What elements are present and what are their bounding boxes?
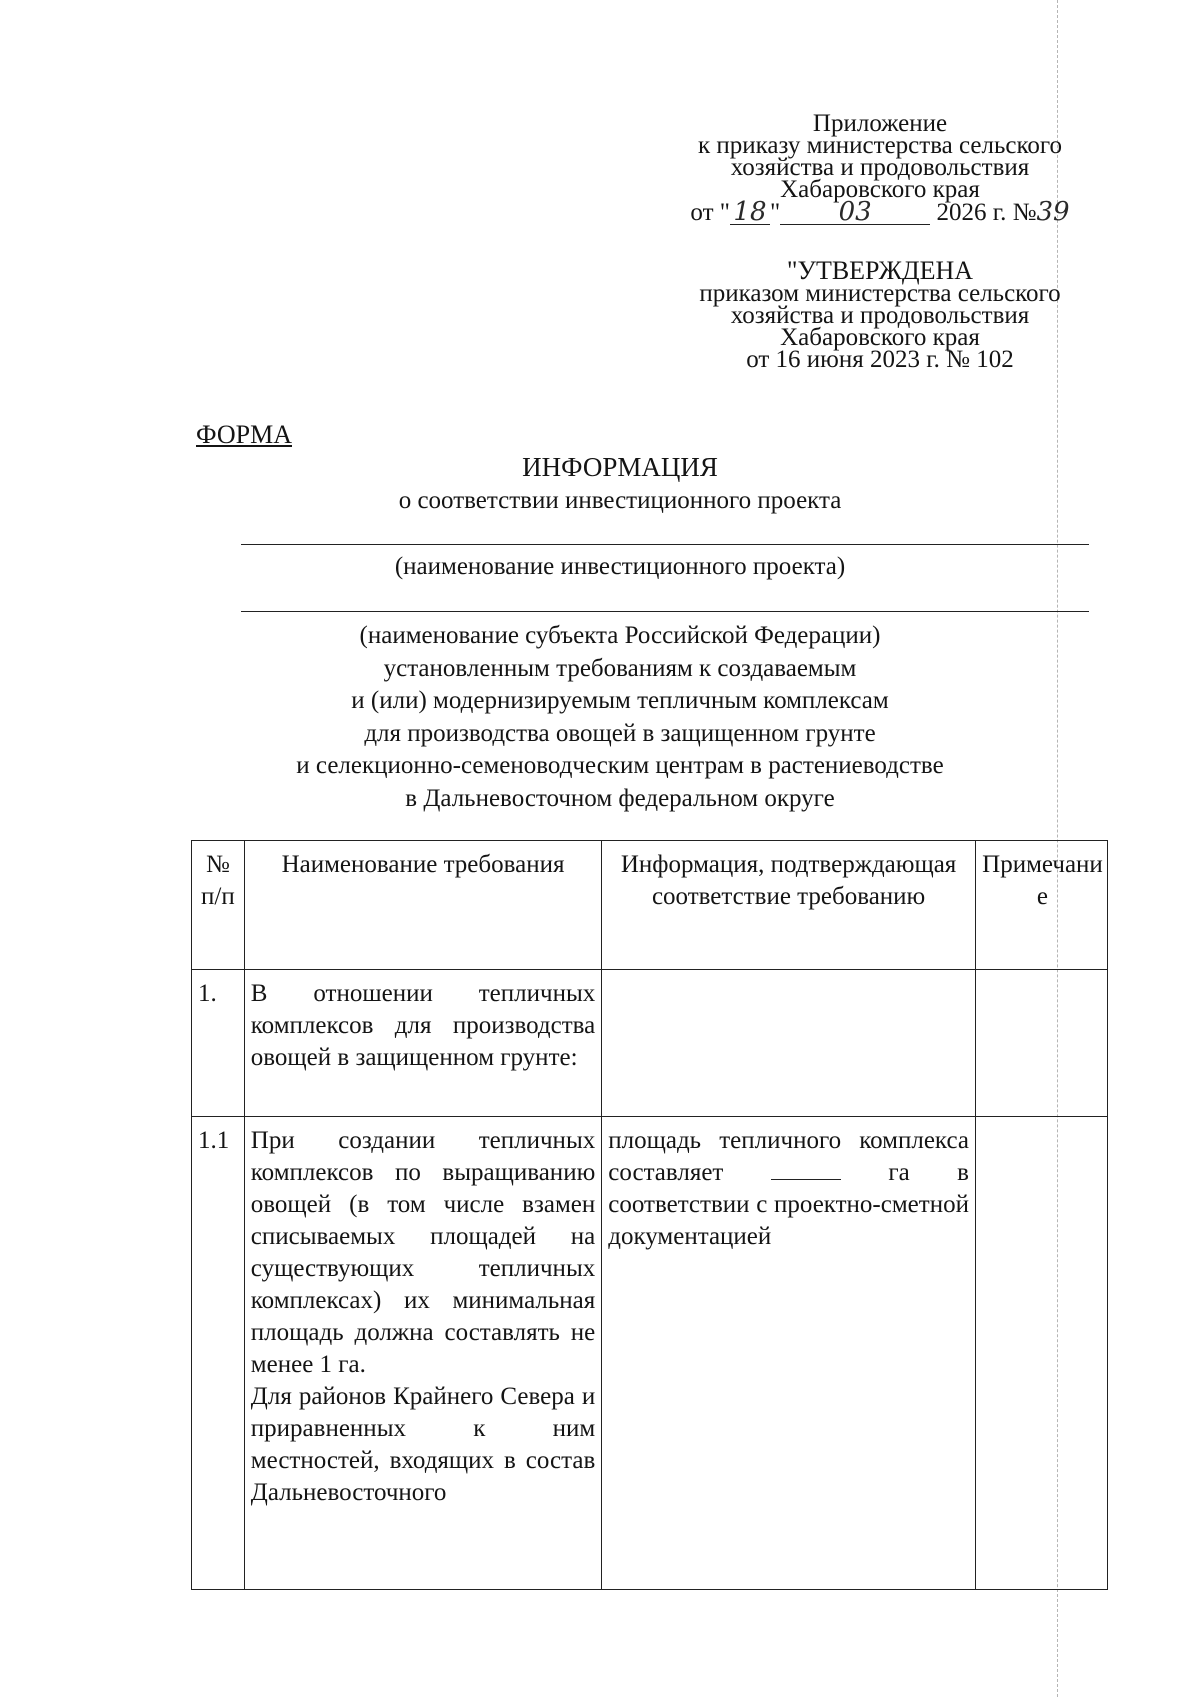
caption-line: (наименование субъекта Российской Федерации) <box>359 622 881 649</box>
row-note <box>975 970 1107 1117</box>
date-quote: " <box>769 199 781 226</box>
day-handwritten: 18 <box>733 197 767 227</box>
document-title: ИНФОРМАЦИЯ <box>522 452 718 482</box>
month-field <box>780 197 930 227</box>
approved-line: приказом министерства сельского <box>699 280 1061 307</box>
table-header-row <box>192 841 1108 970</box>
info-text: площадь тепличного комплекса составляет <box>608 1127 969 1186</box>
month-handwritten: 03 <box>838 197 872 227</box>
order-number-handwritten: 39 <box>1036 197 1070 227</box>
table-row <box>192 1117 1108 1590</box>
appendix-date-line <box>640 197 1120 227</box>
row-num: 1.1 <box>192 1117 245 1590</box>
approved-block <box>640 258 1120 371</box>
caption-line: и селекционно-семеноводческим центрам в растениеводстве <box>296 752 944 779</box>
area-blank-field <box>771 1179 841 1180</box>
header-info: Информация, подтверждающая соответствие требованию <box>602 841 976 970</box>
approved-title: "УТВЕРЖДЕНА <box>786 256 974 285</box>
row-requirement <box>244 1117 601 1590</box>
project-name-caption: (наименование инвестиционного проекта) <box>394 553 846 580</box>
requirement-paragraph: При создании тепличных комплексов по выращиванию овощей (в том числе взамен списываемых площадей на существующих тепличных комплексах) их минимальная площадь должна составлять не менее 1 га. <box>250 1127 596 1378</box>
form-label: ФОРМА <box>196 420 292 449</box>
date-prefix: от " <box>690 199 730 226</box>
caption-line: для производства овощей в защищенном грунте <box>364 719 876 747</box>
requirement-paragraph: Для районов Крайнего Севера и приравненных к ним местностей, входящих в состав Дальневосточного <box>250 1383 596 1506</box>
appendix-line: к приказу министерства сельского <box>697 132 1062 159</box>
requirements-table <box>191 840 1108 1590</box>
document-subtitle: о соответствии инвестиционного проекта <box>398 487 842 514</box>
caption-line: установленным требованиям к создаваемым <box>383 654 857 682</box>
year-text: 2026 г. № <box>936 199 1037 226</box>
row-num: 1. <box>192 970 245 1117</box>
approved-line: Хабаровского края <box>780 324 980 351</box>
header-name: Наименование требования <box>244 841 601 970</box>
appendix-line: Приложение <box>812 110 948 137</box>
row-info <box>602 970 976 1117</box>
approved-line: от 16 июня 2023 г. № 102 <box>746 346 1014 373</box>
appendix-line: хозяйства и продовольствия <box>730 154 1030 181</box>
caption-line: в Дальневосточном федеральном округе <box>405 784 835 812</box>
header-note: Примечание <box>975 841 1107 970</box>
day-field <box>730 197 770 227</box>
table-row <box>192 970 1108 1117</box>
region-name-line <box>241 611 1089 612</box>
row-requirement: В отношении тепличных комплексов для производства овощей в защищенном грунте: <box>244 970 601 1117</box>
row-note <box>975 1117 1107 1590</box>
appendix-block <box>640 110 1120 227</box>
info-text: га в соответствии с проектно-сметной документацией <box>608 1159 969 1250</box>
caption-line: и (или) модернизируемым тепличным комплексам <box>351 687 889 714</box>
region-caption-block <box>160 620 1080 815</box>
approved-line: хозяйства и продовольствия <box>730 302 1030 329</box>
appendix-line: Хабаровского края <box>780 176 980 203</box>
project-name-line <box>241 544 1089 545</box>
header-num: № п/п <box>192 841 245 970</box>
row-info <box>602 1117 976 1590</box>
